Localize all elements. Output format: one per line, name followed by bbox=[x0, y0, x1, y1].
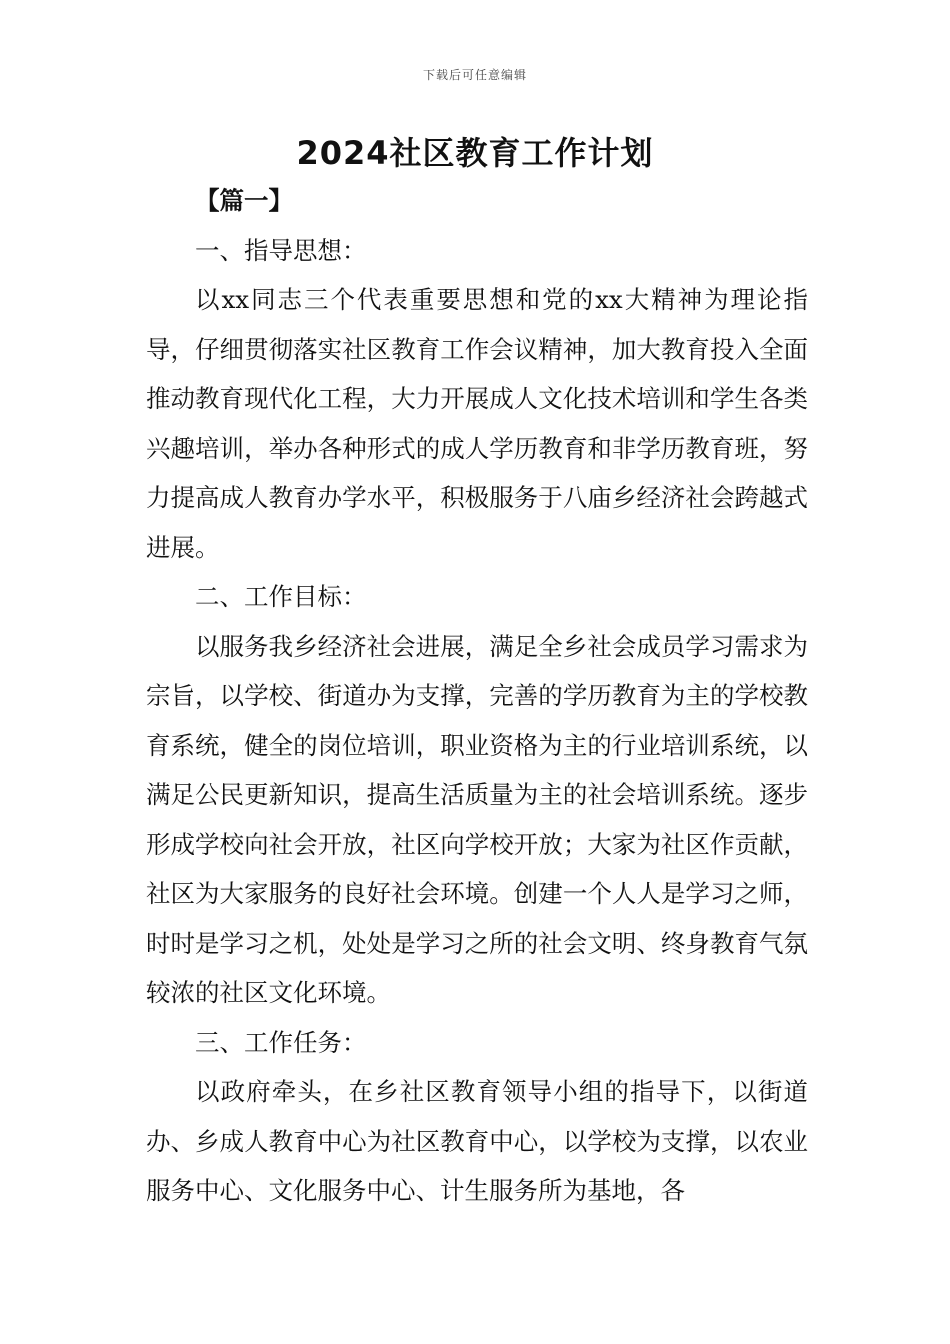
heading-work-goals: 二、工作目标： bbox=[195, 582, 367, 611]
heading-work-tasks: 三、工作任务： bbox=[195, 1027, 367, 1057]
document-title: 2024社区教育工作计划 bbox=[296, 134, 654, 172]
document-body bbox=[146, 176, 808, 1216]
paragraph-guiding-ideology: 以xx同志三个代表重要思想和党的xx大精神为理论指导，仔细贯彻落实社区教育工作会议精神，加大教育投入全面推动教育现代化工程，大力开展成人文化技术培训和学生各类兴趣培训，举办各种形式的成人学历教育和非学历教育班，努力提高成人教育办学水平，积极服务于八庙乡经济社会跨越式进展。 bbox=[146, 285, 808, 562]
header-note: 下载后可任意编辑 bbox=[422, 68, 527, 82]
paragraph-work-goals: 以服务我乡经济社会进展，满足全乡社会成员学习需求为宗旨，以学校、街道办为支撑，完善的学历教育为主的学校教育系统，健全的岗位培训，职业资格为主的行业培训系统，以满足公民更新知识，提高生活质量为主的社会培训系统。逐步形成学校向社会开放，社区向学校开放；大家为社区作贡献，社区为大家服务的良好社会环境。创建一个人人是学习之师，时时是学习之机，处处是学习之所的社会文明、终身教育气氛较浓的社区文化环境。 bbox=[146, 631, 808, 1007]
heading-guiding-ideology: 一、指导思想： bbox=[195, 235, 367, 265]
paragraph-work-tasks: 以政府牵头，在乡社区教育领导小组的指导下，以街道办、乡成人教育中心为社区教育中心，以学校为支撑，以农业服务中心、文化服务中心、计生服务所为基地，各 bbox=[146, 1077, 808, 1205]
section-label: 【篇一】 bbox=[195, 186, 293, 215]
